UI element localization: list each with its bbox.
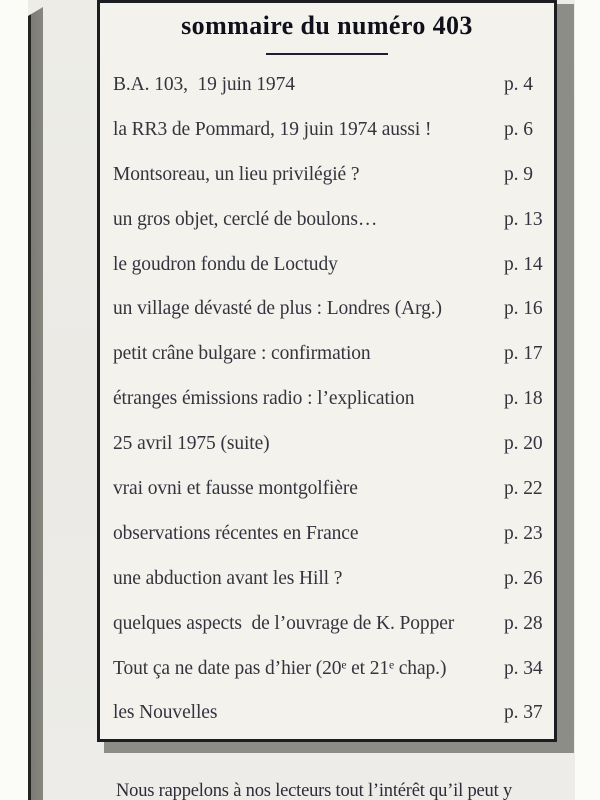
- toc-entry: [100, 162, 554, 207]
- table-of-contents-box: [97, 0, 557, 742]
- toc-entry-title: une abduction avant les Hill ?: [113, 567, 343, 589]
- toc-entry: [100, 431, 554, 476]
- toc-entry-page: p. 6: [504, 118, 533, 140]
- toc-entry-page: p. 28: [504, 612, 543, 634]
- toc-entry-title: les Nouvelles: [113, 702, 218, 724]
- toc-entry-title: observations récentes en France: [113, 522, 359, 544]
- toc-entry-title: Tout ça ne date pas d’hier (20ᵉ et 21ᵉ chap.): [113, 657, 447, 679]
- toc-list: [100, 72, 554, 745]
- toc-entry-page: p. 14: [504, 253, 543, 275]
- footer-paragraph-cutoff: Nous rappelons à nos lecteurs tout l’intérêt qu’il peut y: [116, 781, 513, 800]
- toc-entry-page: p. 13: [504, 208, 543, 230]
- toc-entry-page: p. 4: [504, 74, 533, 95]
- toc-entry: [100, 611, 554, 656]
- toc-entry-page: p. 9: [504, 163, 533, 185]
- toc-entry-title: quelques aspects de l’ouvrage de K. Popper: [113, 612, 455, 634]
- toc-entry-title: Montsoreau, un lieu privilégié ?: [113, 163, 360, 185]
- toc-entry-title: 25 avril 1975 (suite): [113, 433, 270, 455]
- toc-entry: [100, 656, 554, 701]
- toc-entry-title: étranges émissions radio : l’explication: [113, 388, 415, 410]
- toc-entry-page: p. 37: [504, 702, 543, 724]
- toc-entry-page: p. 20: [504, 433, 543, 455]
- title-underline: [266, 53, 388, 55]
- toc-entry-title: petit crâne bulgare : confirmation: [113, 343, 371, 365]
- toc-entry: [100, 207, 554, 252]
- toc-entry: [100, 117, 554, 162]
- toc-entry-title: vrai ovni et fausse montgolfière: [113, 478, 358, 500]
- toc-entry-page: p. 23: [504, 522, 543, 544]
- toc-entry: [100, 386, 554, 431]
- toc-entry: [100, 252, 554, 297]
- toc-entry: [100, 341, 554, 386]
- toc-entry-page: p. 22: [504, 478, 543, 500]
- box-shadow-right: [556, 4, 574, 752]
- page-edge-shadow: [28, 7, 43, 800]
- toc-entry-title: un village dévasté de plus : Londres (Arg.): [113, 298, 442, 320]
- toc-entry-page: p. 18: [504, 388, 543, 410]
- toc-entry-title: B.A. 103, 19 juin 1974: [113, 74, 295, 95]
- toc-entry-page: p. 17: [504, 343, 543, 365]
- toc-entry: [100, 72, 554, 117]
- toc-entry-title: le goudron fondu de Loctudy: [113, 253, 338, 275]
- toc-entry-page: p. 26: [504, 567, 543, 589]
- page-title: sommaire du numéro 403: [181, 11, 473, 40]
- toc-entry: [100, 296, 554, 341]
- toc-entry: [100, 700, 554, 745]
- toc-entry-page: p. 34: [504, 657, 543, 679]
- toc-entry-page: p. 16: [504, 298, 543, 320]
- toc-entry: [100, 476, 554, 521]
- toc-entry: [100, 521, 554, 566]
- toc-entry-title: la RR3 de Pommard, 19 juin 1974 aussi !: [113, 118, 432, 140]
- toc-entry-title: un gros objet, cerclé de boulons…: [113, 208, 378, 230]
- toc-entry: [100, 566, 554, 611]
